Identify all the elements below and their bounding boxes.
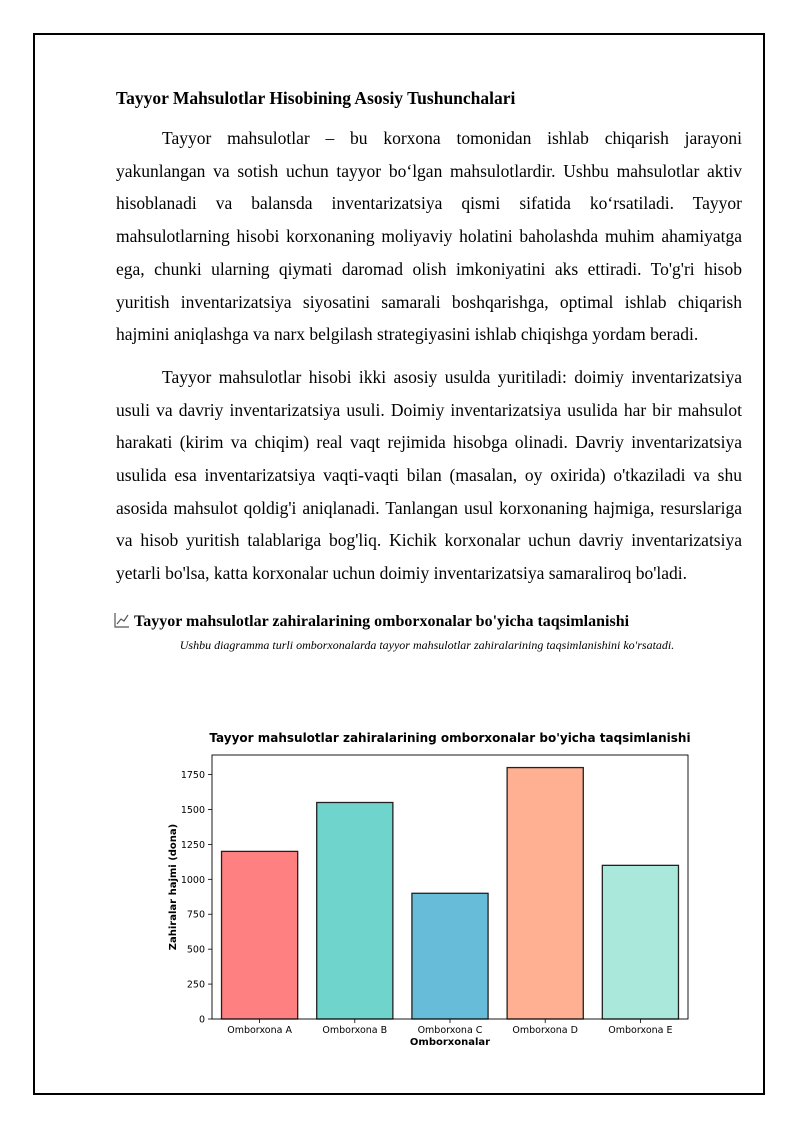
chart-icon (114, 612, 130, 628)
section-heading: Tayyor Mahsulotlar Hisobining Asosiy Tushunchalari (116, 88, 516, 108)
y-tick-label-6: 1500 (180, 804, 205, 816)
y-tick-label-0: 0 (198, 1014, 205, 1026)
bar-chart (160, 722, 700, 1052)
bar-4 (507, 768, 583, 1019)
y-tick-label-1: 250 (186, 979, 205, 991)
x-tick-label-5: Omborxona E (608, 1025, 673, 1036)
x-tick-label-4: Omborxona D (512, 1025, 578, 1036)
x-tick-label-1: Omborxona A (227, 1025, 292, 1036)
y-tick-label-7: 1750 (180, 770, 205, 782)
bar-2 (317, 802, 393, 1019)
y-axis-label: Zahiralar hajmi (dona) (168, 823, 179, 951)
figure-title-text: Tayyor mahsulotlar zahiralarining omborxonalar bo'yicha taqsimlanishi (134, 612, 630, 630)
figure-title (114, 610, 740, 634)
y-tick-label-2: 500 (186, 944, 205, 956)
y-tick-label-4: 1000 (180, 874, 205, 886)
bar-chart-svg (160, 722, 700, 1052)
document-body (116, 84, 742, 654)
bar-1 (222, 851, 298, 1019)
y-tick-label-3: 750 (186, 909, 205, 921)
bar-5 (602, 865, 678, 1019)
chart-title: Tayyor mahsulotlar zahiralarining omborxonalar bo'yicha taqsimlanishi (209, 731, 691, 745)
bar-3 (412, 893, 488, 1019)
paragraph-2: Tayyor mahsulotlar hisobi ikki asosiy usulda yuritiladi: doimiy inventarizatsiya usuli va davriy inventarizatsiya usuli. Doimiy inventarizatsiya usulida har bir mahsulot harakati (kirim va chiqim) real vaqt rejimida hisobga olinadi. Davriy inventarizatsiya usulida esa inventarizatsiya vaqti-vaqti bilan (masalan, oy oxirida) o'tkaziladi va shu asosida mahsulot qoldig'i aniqlanadi. Tanlangan usul korxonaning hajmiga, resurslariga va hisob yuritish talablariga bog'liq. Kichik korxonalar uchun davriy inventarizatsiya yetarli bo'lsa, katta korxonalar uchun doimiy inventarizatsiya samaraliroq bo'ladi. (116, 366, 742, 584)
figure-caption: Ushbu diagramma turli omborxonalarda tayyor mahsulotlar zahiralarining taqsimlanishini ko'rsatadi. (179, 637, 675, 652)
paragraph-1: Tayyor mahsulotlar – bu korxona tomonidan ishlab chiqarish jarayoni yakunlangan va sotish uchun tayyor bo‘lgan mahsulotlardir. Ushbu mahsulotlar aktiv hisoblanadi va balansda inventarizatsiya qismi sifatida ko‘rsatiladi. Tayyor mahsulotlarning hisobi korxonaning moliyaviy holatini baholashda muhim ahamiyatga ega, chunki ularning qiymati daromad olish imkoniyatini aks ettiradi. To'g'ri hisob yuritish inventarizatsiya siyosatini samarali boshqarishga, optimal ishlab chiqarish hajmini aniqlashga va narx belgilash strategiyasini ishlab chiqishga yordam beradi. (116, 128, 742, 345)
y-tick-label-5: 1250 (180, 839, 205, 851)
x-tick-label-3: Omborxona C (417, 1025, 483, 1036)
x-tick-label-2: Omborxona B (322, 1025, 388, 1036)
x-axis-label: Omborxonalar (409, 1037, 491, 1048)
